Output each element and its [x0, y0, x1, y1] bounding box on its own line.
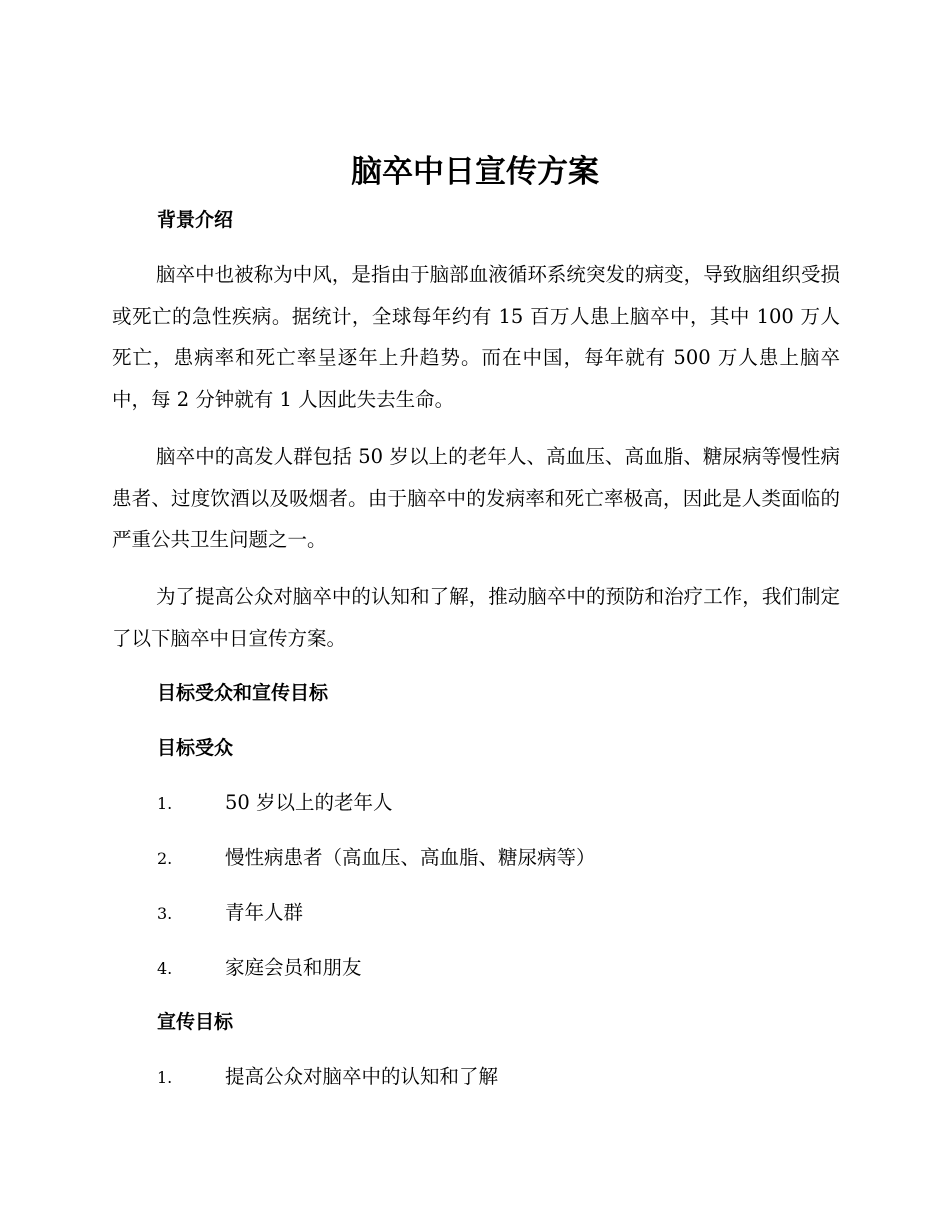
list-item-audience-4: [157, 953, 847, 984]
list-number: 1.: [157, 794, 173, 813]
section-heading-background: 背景介绍: [157, 209, 234, 231]
list-item-text: 青年人群: [225, 901, 304, 924]
section-heading-audience: 目标受众: [157, 737, 234, 759]
list-number: 4.: [157, 959, 173, 978]
list-item-text: 提高公众对脑卒中的认知和了解: [225, 1065, 499, 1088]
list-item-audience-1: [157, 788, 847, 819]
list-item-audience-3: [157, 898, 847, 929]
list-item-text: 家庭会员和朋友: [225, 956, 362, 979]
paragraph-background-3: 为了提高公众对脑卒中的认知和了解，推动脑卒中的预防和治疗工作，我们制定了以下脑卒中日宣传方案。: [112, 585, 840, 650]
list-number: 1.: [157, 1068, 173, 1087]
list-item-text: 慢性病患者（高血压、高血脂、糖尿病等）: [225, 846, 596, 869]
list-item-audience-2: [157, 843, 847, 874]
document-title: 脑卒中日宣传方案: [351, 154, 599, 190]
section-heading-goals: 宣传目标: [157, 1011, 234, 1033]
list-item-text: 50 岁以上的老年人: [225, 791, 393, 814]
list-number: 3.: [157, 904, 173, 923]
list-number: 2.: [157, 849, 173, 868]
paragraph-background-1: 脑卒中也被称为中风，是指由于脑部血液循环系统突发的病变，导致脑组织受损或死亡的急性疾病。据统计，全球每年约有 15 百万人患上脑卒中，其中 100 万人死亡，患病率和死亡率呈逐年上升趋势。而在中国，每年就有 500 万人患上脑卒中，每 2 分钟就有 1 人因此失去生命。: [112, 263, 840, 411]
paragraph-background-2: 脑卒中的高发人群包括 50 岁以上的老年人、高血压、高血脂、糖尿病等慢性病患者、过度饮酒以及吸烟者。由于脑卒中的发病率和死亡率极高，因此是人类面临的严重公共卫生问题之一。: [112, 445, 840, 551]
section-heading-audience-goals: 目标受众和宣传目标: [157, 682, 329, 704]
list-item-goal-1: [157, 1062, 847, 1093]
